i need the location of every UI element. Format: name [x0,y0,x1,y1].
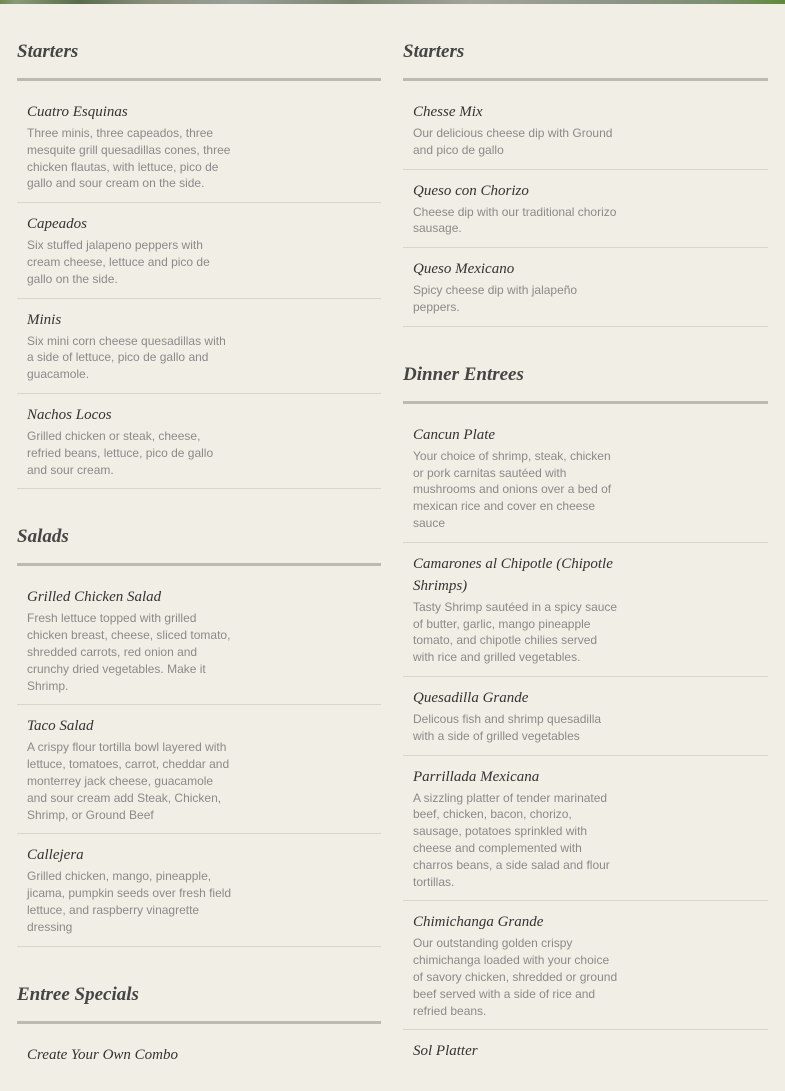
menu-item-name: Chimichanga Grande [413,914,544,931]
menu-item-description: Six mini corn cheese quesadillas with a side of lettuce, pico de gallo and guacamole. [27,333,226,382]
left-menu-column [17,40,381,1088]
right-menu-column [403,40,768,1084]
menu-item [17,844,381,946]
menu-item-description: Cheese dip with our traditional chorizo sausage. [413,204,617,236]
menu-item [17,715,381,834]
section-title: Entree Specials [17,983,139,1005]
menu-item-name: Capeados [27,216,87,233]
section-title: Salads [17,526,69,548]
section-salads [17,525,381,946]
section-starters-left [17,40,381,489]
menu-item-description: A crispy flour tortilla bowl layered with lettuce, tomatoes, carrot, cheddar and monterrey jack cheese, guacamole and sour cream add Steak, Chicken, Shrimp, or Ground Beef [27,740,230,822]
menu-item-name: Parrillada Mexicana [413,768,540,785]
menu-item [17,1044,381,1078]
menu-item-name: Quesadilla Grande [413,689,529,706]
section-divider [17,78,381,81]
menu-item [17,404,381,489]
menu-item [403,424,768,543]
section-entree-specials [17,983,381,1078]
section-divider [17,563,381,566]
section-title: Starters [403,41,465,62]
menu-item-name: Nachos Locos [27,406,112,423]
menu-item-name: Queso Mexicano [413,261,515,278]
menu-item [403,180,768,249]
menu-item [403,911,768,1030]
menu-item-name: Chesse Mix [413,104,483,120]
menu-item [403,766,768,902]
menu-item-description: Fresh lettuce topped with grilled chicken breast, cheese, sliced tomato, shredded carrots, red onion and crunchy dried vegetables. Make it Shrimp. [27,611,231,693]
section-title: Starters [17,41,79,62]
menu-item-description: Delicous fish and shrimp quesadilla with a side of grilled vegetables [413,711,602,743]
menu-item-name: Taco Salad [27,718,94,735]
menu-item-name: Cancun Plate [413,426,496,443]
section-title: Dinner Entrees [403,363,524,385]
menu-item-description: Spicy cheese dip with jalapeño peppers. [413,283,578,314]
menu-item-description: A sizzling platter of tender marinated beef, chicken, bacon, chorizo, sausage, potatoes sprinkled with cheese and complemented with charros beans, a side salad and flour tortillas. [413,790,610,889]
menu-item [403,687,768,756]
menu-item-description: Our delicious cheese dip with Ground and pico de gallo [413,126,613,157]
menu-item-description: Our outstanding golden crispy chimichanga loaded with your choice of savory chicken, shredded or ground beef served with a side of rice and refried beans. [413,936,618,1018]
menu-item-name: Create Your Own Combo [27,1046,178,1063]
menu-item-name: Camarones al Chipotle (Chipotle Shrimps) [413,555,613,594]
menu-item-name: Grilled Chicken Salad [27,589,162,606]
section-dinner-entrees [403,363,768,1075]
menu-item [403,101,768,170]
menu-item-description: Your choice of shrimp, steak, chicken or pork carnitas sautéed with mushrooms and onions over a bed of mexican rice and cover en cheese sauce [413,448,612,530]
section-starters-right [403,40,768,327]
menu-item [403,553,768,677]
menu-item-description: Grilled chicken or steak, cheese, refried beans, lettuce, pico de gallo and sour cream. [27,428,214,477]
menu-item-name: Queso con Chorizo [413,182,529,199]
section-divider [403,78,768,81]
menu-item-name: Callejera [27,847,84,864]
menu-item-name: Cuatro Esquinas [27,104,128,120]
menu-item [403,258,768,327]
menu-item-description: Tasty Shrimp sautéed in a spicy sauce of butter, garlic, mango pineapple tomato, and chipotle chilies served with rice and grilled vegetables. [413,599,618,665]
menu-item [17,309,381,394]
menu-item-name: Sol Platter [413,1043,478,1060]
menu-item-description: Grilled chicken, mango, pineapple, jicama, pumpkin seeds over fresh field lettuce, and raspberry vinagrette dressing [27,869,232,934]
menu-item [17,213,381,298]
menu-item-description: Six stuffed jalapeno peppers with cream cheese, lettuce and pico de gallo on the side. [27,238,210,286]
header-image-strip [0,0,785,4]
menu-item-name: Minis [27,311,62,328]
section-divider [403,401,768,404]
menu-item [17,586,381,705]
section-divider [17,1021,381,1024]
menu-item [403,1040,768,1074]
menu-item-description: Three minis, three capeados, three mesquite grill quesadillas cones, three chicken flautas, with lettuce, pico de gallo and sour cream on the side. [27,126,231,191]
menu-item [17,101,381,203]
